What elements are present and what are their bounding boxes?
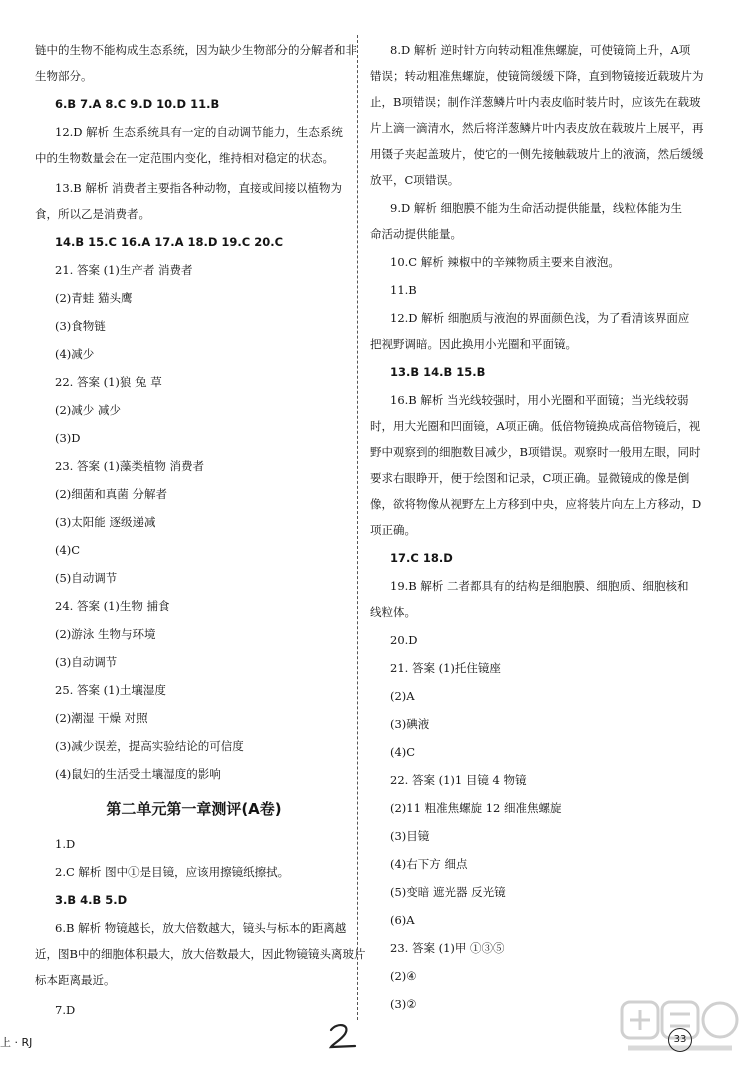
text-line: 野中观察到的细胞数目减少，B项错误。观察时一般用左眼，同时 [370, 445, 701, 459]
text-line: 用镊子夹起盖玻片，使它的一侧先接触载玻片上的液滴，然后缓缓 [370, 147, 704, 161]
text-line: 1.D [55, 837, 76, 851]
text-line: (4)右下方 细点 [390, 857, 468, 871]
text-line: 食，所以乙是消费者。 [35, 207, 150, 221]
text-line: 止，B项错误；制作洋葱鳞片叶内表皮临时装片时，应该先在载玻 [370, 95, 701, 109]
text-line: 19.B 解析 二者都具有的结构是细胞膜、细胞质、细胞核和 [390, 579, 689, 593]
text-line: 中的生物数量会在一定范围内变化，维持相对稳定的状态。 [35, 151, 334, 165]
text-line: 近，图B中的细胞体积最大，放大倍数最大，因此物镜镜头离玻片 [35, 947, 366, 961]
text-line: 2.C 解析 图中①是目镜，应该用擦镜纸擦拭。 [55, 865, 290, 879]
text-line: 片上滴一滴清水，然后将洋葱鳞片叶内表皮放在载玻片上展平，再 [370, 121, 704, 135]
text-line: (3)碘液 [390, 717, 430, 731]
text-line: 11.B [390, 283, 417, 297]
text-line: (2)潮湿 干燥 对照 [55, 711, 148, 725]
text-line: 23. 答案 (1)藻类植物 消费者 [55, 459, 205, 473]
text-line: 6.B 解析 物镜越长，放大倍数越大，镜头与标本的距离越 [55, 921, 347, 935]
text-line: 14.B 15.C 16.A 17.A 18.D 19.C 20.C [55, 235, 284, 249]
text-line: 9.D 解析 细胞膜不能为生命活动提供能量，线粒体能为生 [390, 201, 683, 215]
text-line: 链中的生物不能构成生态系统，因为缺少生物部分的分解者和非 [35, 43, 357, 57]
text-line: (2)细菌和真菌 分解者 [55, 487, 167, 501]
text-line: 要求右眼睁开，便于绘图和记录，C项正确。显微镜成的像是倒 [370, 471, 690, 485]
text-line: 错误；转动粗准焦螺旋，使镜筒缓缓下降，直到物镜接近载玻片为 [370, 69, 704, 83]
text-line: (3)食物链 [55, 319, 106, 333]
text-line: 生物部分。 [35, 69, 93, 83]
text-line: 12.D 解析 细胞质与液泡的界面颜色浅，为了看清该界面应 [390, 311, 690, 325]
text-line: 20.D [390, 633, 418, 647]
text-line: (3)D [55, 431, 81, 445]
text-line: 10.C 解析 辣椒中的辛辣物质主要来自液泡。 [390, 255, 620, 269]
footer-left-text: 上 · RJ [0, 1036, 33, 1049]
text-line: 放平，C项错误。 [370, 173, 460, 187]
text-line: (2)A [390, 689, 415, 703]
text-line: 12.D 解析 生态系统具有一定的自动调节能力，生态系统 [55, 125, 343, 139]
text-line: 22. 答案 (1)1 目镜 4 物镜 [390, 773, 527, 787]
text-line: 标本距离最近。 [35, 973, 116, 987]
text-line: (2)青蛙 猫头鹰 [55, 291, 133, 305]
text-line: (4)鼠妇的生活受土壤湿度的影响 [55, 767, 221, 781]
text-line: 项正确。 [370, 523, 416, 537]
text-line: (3)目镜 [390, 829, 430, 843]
text-line: 6.B 7.A 8.C 9.D 10.D 11.B [55, 97, 220, 111]
text-line: (5)自动调节 [55, 571, 118, 585]
text-line: 25. 答案 (1)土壤湿度 [55, 683, 166, 697]
text-line: 23. 答案 (1)甲 ①③⑤ [390, 941, 505, 955]
text-line: (2)减少 减少 [55, 403, 121, 417]
section-title: 第二单元第一章测评(A卷) [106, 800, 282, 818]
text-line: (2)11 粗准焦螺旋 12 细准焦螺旋 [390, 801, 562, 815]
text-line: (3)太阳能 逐级递减 [55, 515, 156, 529]
text-line: 21. 答案 (1)托住镜座 [390, 661, 501, 675]
text-line: 时，用大光圈和凹面镜，A项正确。低倍物镜换成高倍物镜后，视 [370, 419, 701, 433]
handwritten-mark-icon [325, 1022, 359, 1050]
text-line: 13.B 解析 消费者主要指各种动物，直接或间接以植物为 [55, 181, 343, 195]
text-line: 3.B 4.B 5.D [55, 893, 128, 907]
text-line: 22. 答案 (1)狼 兔 草 [55, 375, 162, 389]
text-line: (4)C [390, 745, 416, 759]
text-line: 线粒体。 [370, 605, 416, 619]
text-line: 把视野调暗。因此换用小光圈和平面镜。 [370, 337, 577, 351]
text-line: 8.D 解析 逆时针方向转动粗准焦螺旋，可使镜筒上升，A项 [390, 43, 691, 57]
text-line: (3)自动调节 [55, 655, 118, 669]
text-line: 16.B 解析 当光线较强时，用小光圈和平面镜；当光线较弱 [390, 393, 689, 407]
text-line: 7.D [55, 1003, 76, 1017]
text-line: 17.C 18.D [390, 551, 453, 565]
text-line: 命活动提供能量。 [370, 227, 462, 241]
text-line: 21. 答案 (1)生产者 消费者 [55, 263, 193, 277]
column-divider [357, 35, 358, 1020]
text-line: (6)A [390, 913, 415, 927]
text-line: (5)变暗 遮光器 反光镜 [390, 885, 506, 899]
text-line: 24. 答案 (1)生物 捕食 [55, 599, 170, 613]
text-line: (2)游泳 生物与环境 [55, 627, 156, 641]
text-line: (4)C [55, 543, 81, 557]
text-line: 13.B 14.B 15.B [390, 365, 486, 379]
page-number: 33 [668, 1028, 692, 1052]
text-line: (3)减少误差，提高实验结论的可信度 [55, 739, 244, 753]
text-line: (4)减少 [55, 347, 95, 361]
text-line: (2)④ [390, 969, 417, 983]
text-line: (3)② [390, 997, 417, 1011]
text-line: 像，欲将物像从视野左上方移到中央，应将装片向左上方移动，D [370, 497, 702, 511]
